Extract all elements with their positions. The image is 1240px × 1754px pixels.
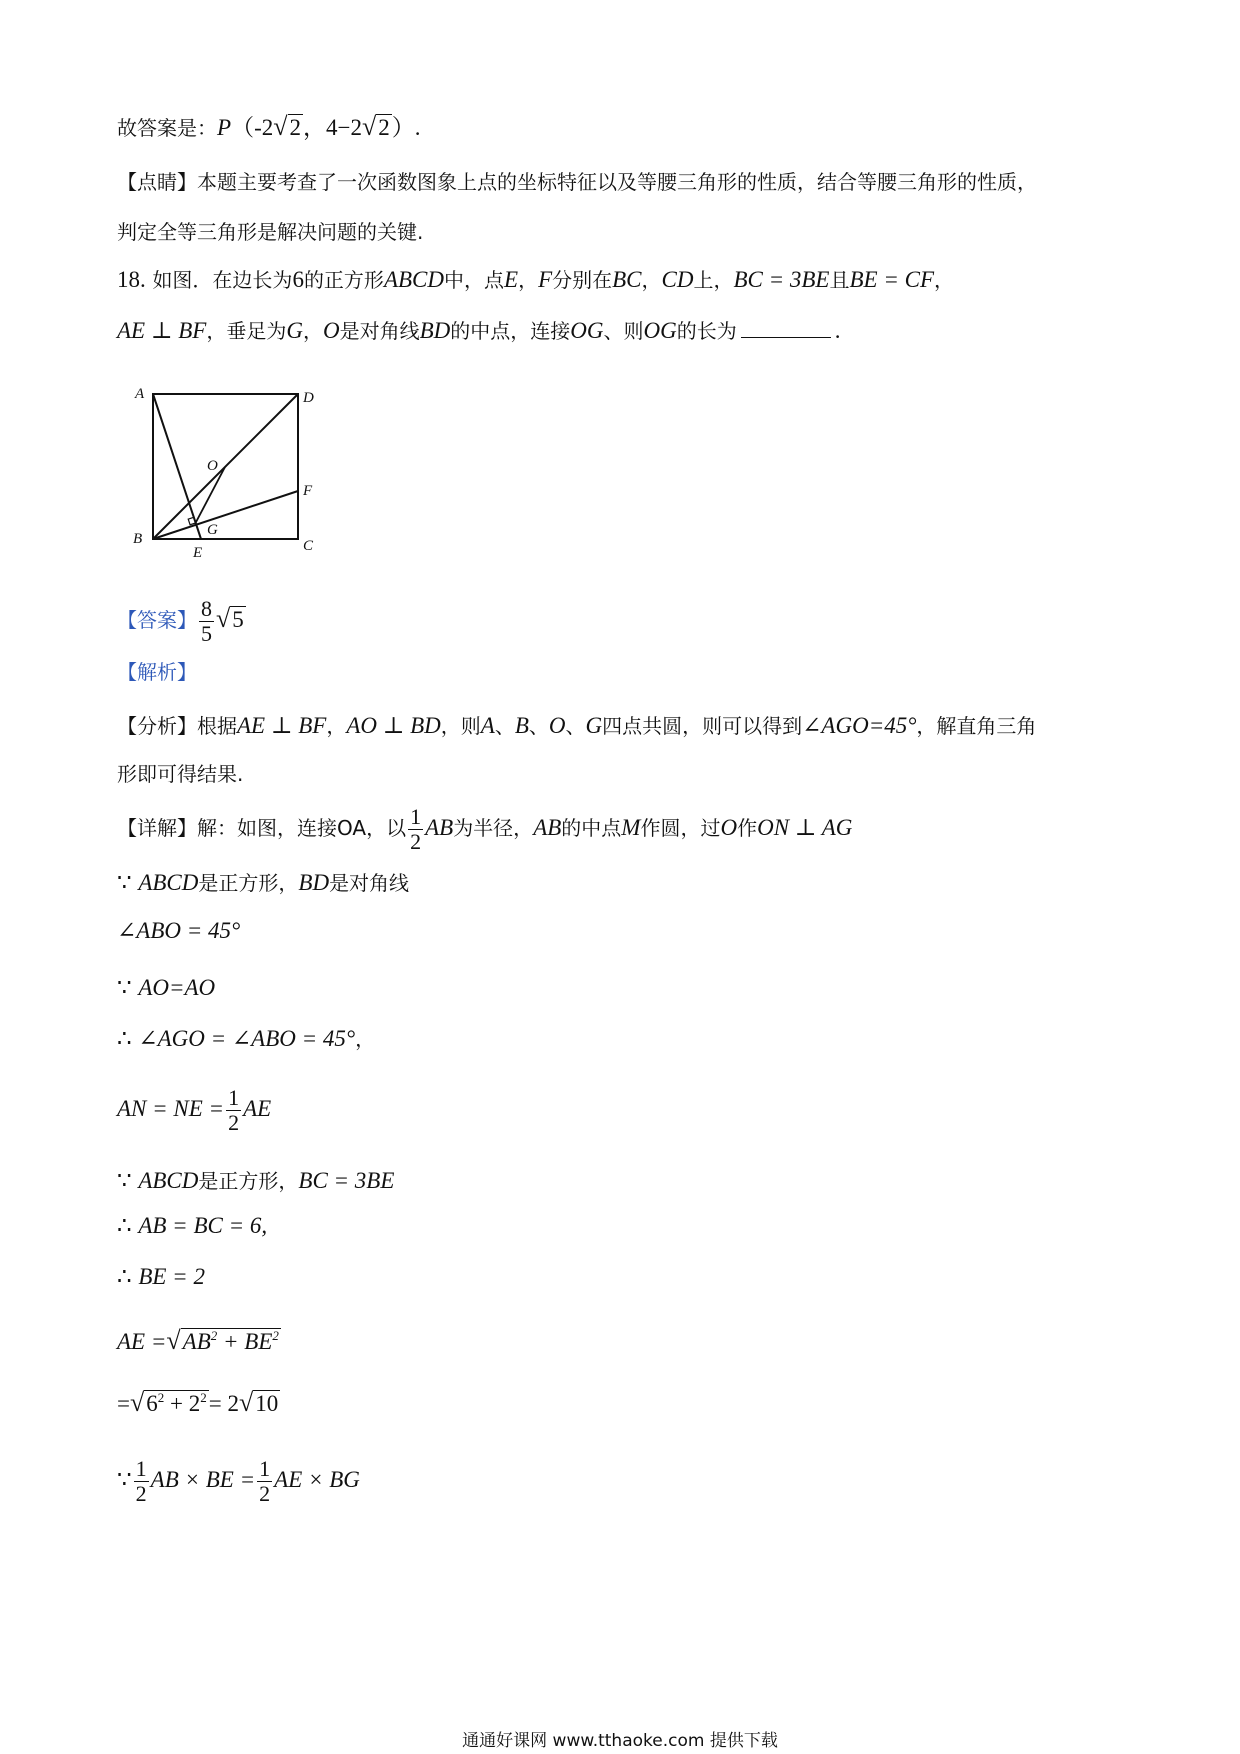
right-angle-mark xyxy=(188,517,196,525)
question-number: 18. xyxy=(117,267,146,292)
step-8: ∴ BE = 2 xyxy=(117,1264,205,1289)
answer-blank xyxy=(741,319,831,338)
prev-comment-line-1 xyxy=(117,167,1037,197)
point-p: P xyxy=(217,115,232,140)
answer-sqrt: √5 xyxy=(216,604,244,633)
step-4: ∴ ∠AGO = ∠ABO = 45°， xyxy=(117,1026,376,1051)
step-1: ∵ ABCD是正方形，BD是对角线 xyxy=(117,870,410,895)
answer-fraction: $\frac{8}{5}$ xyxy=(201,596,212,646)
step-10: $=√6^2 + 2^2= 2√10$ xyxy=(117,1388,279,1417)
prev-comment-line-2 xyxy=(117,217,423,247)
square-geometry-figure xyxy=(125,378,325,558)
coord-mid: ，4−2 xyxy=(303,115,362,140)
prev-answer-prefix: 故答案是： xyxy=(117,116,217,140)
question-18-line-2: AE ⊥ BF，垂足为G，O是对角线BD的中点，连接OG、则OG的长为 . xyxy=(117,318,841,343)
label-c: C xyxy=(303,538,314,554)
analysis-line xyxy=(117,657,197,687)
comment-text-2: 判定全等三角形是解决问题的关键. xyxy=(117,220,424,244)
step-3: ∵ AO=AO xyxy=(117,975,216,1000)
fenxi-line-1: 【分析】根据AE ⊥ BF，AO ⊥ BD，则A、B、O、G四点共圆，则可以得到∠AGO=45°，解直角三角 xyxy=(117,713,1037,738)
answer-line xyxy=(117,597,246,646)
coord-close: ）. xyxy=(391,115,421,140)
label-a: A xyxy=(135,386,145,402)
label-e: E xyxy=(193,545,203,558)
sqrt-2-a: √2 xyxy=(273,112,302,141)
coord-open: （-2 xyxy=(231,115,274,140)
page-footer: 通通好课网 www.tthaoke.com 提供下载 xyxy=(462,1731,778,1751)
segment-og xyxy=(195,467,225,524)
label-b: B xyxy=(133,531,143,547)
answer-tag: 【答案】 xyxy=(117,608,197,632)
step-6: ∵ ABCD是正方形，BC = 3BE xyxy=(117,1168,395,1193)
sqrt-2-b: √2 xyxy=(362,112,390,141)
diagonal-bd xyxy=(153,394,298,539)
label-o: O xyxy=(207,458,218,474)
label-d: D xyxy=(303,390,314,406)
step-7: ∴ AB = BC = 6, xyxy=(117,1213,268,1238)
step-9: AE $=√AB^2 + BE^2$ xyxy=(117,1326,279,1355)
comment-text-1: 本题主要考查了一次函数图象上点的坐标特征以及等腰三角形的性质，结合等腰三角形的性质， xyxy=(197,170,1037,194)
label-f: F xyxy=(303,483,313,499)
prev-answer-line xyxy=(117,112,421,143)
label-g: G xyxy=(207,522,218,538)
analysis-tag: 【解析】 xyxy=(117,660,197,684)
step-11: ∵ $\frac{1}{2}$ AB × BE = $\frac{1}{2}$ AE × BG xyxy=(117,1456,360,1506)
step-5: AN = NE = $\frac{1}{2}$ AE xyxy=(117,1085,272,1135)
question-18-line-1: 18. 如图．在边长为6的正方形ABCD中，点E，F分别在BC，CD上，BC = 3BE且BE = CF， xyxy=(117,267,954,292)
fenxi-line-2: 形即可得结果. xyxy=(117,762,244,786)
step-2: ∠ABO = 45° xyxy=(117,918,241,943)
segment-bf xyxy=(153,491,298,539)
xiangjie-line: 【详解】解：如图，连接OA，以 $\frac{1}{2}$ AB为半径，AB的中点M作圆，过O作ON ⊥ AG xyxy=(117,804,853,854)
comment-tag: 【点睛】 xyxy=(117,170,197,194)
